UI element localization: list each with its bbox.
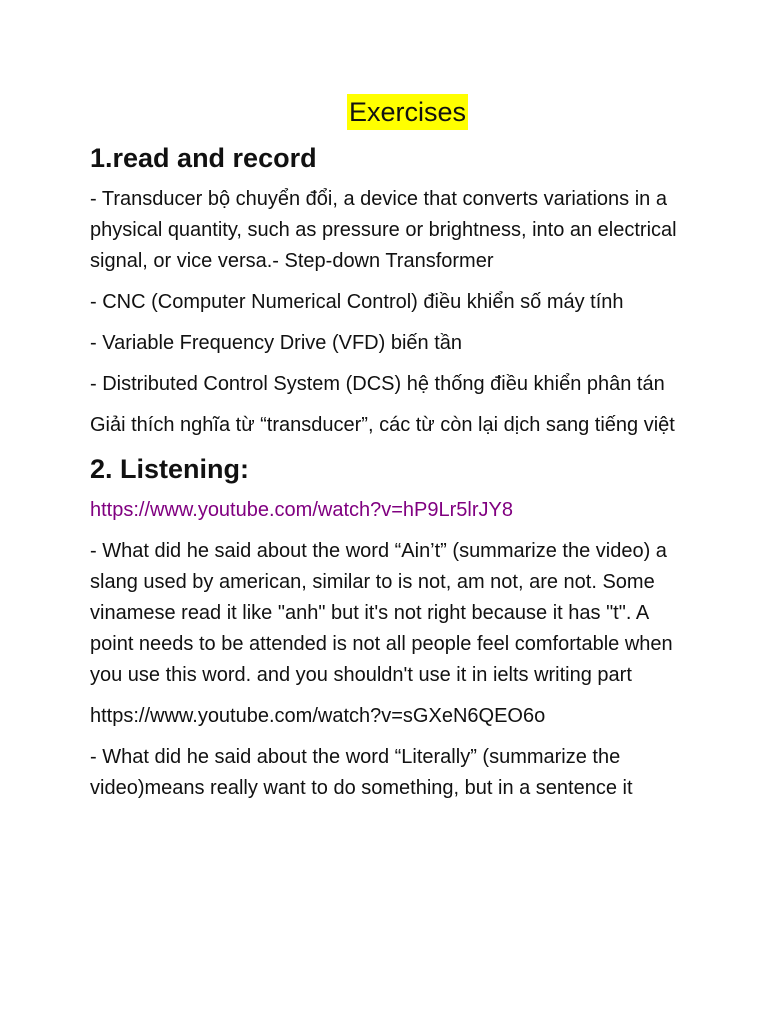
page-title: Exercises xyxy=(347,94,468,130)
vocab-dcs: - Distributed Control System (DCS) hệ thống điều khiển phân tán xyxy=(90,373,665,395)
instruction-text: Giải thích nghĩa từ “transducer”, các từ còn lại dịch sang tiếng việt xyxy=(90,414,675,436)
video-link-2[interactable]: https://www.youtube.com/watch?v=sGXeN6QEO6o xyxy=(90,705,546,727)
video-link-1[interactable]: https://www.youtube.com/watch?v=hP9Lr5lrJY8 xyxy=(90,499,513,521)
vocab-transducer: - Transducer bộ chuyển đổi, a device that converts variations in a physical quantity, such as pressure or brightness, into an electrical signal, or vice versa.- Step-down Transformer xyxy=(90,188,677,272)
vocab-cnc: - CNC (Computer Numerical Control) điều khiển số máy tính xyxy=(90,291,624,313)
answer-aint: - What did he said about the word “Ain’t” (summarize the video) a slang used by american, similar to is not, am not, are not. Some vinamese read it like "anh" but it's not right because it has "t". A point needs to be attended is not all people feel comfortable when you use this word. and you shouldn't use it in ielts writing part xyxy=(90,540,673,686)
video-link-1-paragraph xyxy=(90,495,680,526)
section1-heading: 1.read and record xyxy=(90,143,317,173)
section2-heading: 2. Listening: xyxy=(90,454,250,484)
answer-literally: - What did he said about the word “Literally” (summarize the video)means really want to do something, but in a sentence it xyxy=(90,746,633,799)
video-link-2-paragraph xyxy=(90,701,680,732)
title-row xyxy=(90,94,680,130)
document-content xyxy=(90,94,680,814)
vocab-vfd: - Variable Frequency Drive (VFD) biến tần xyxy=(90,332,462,354)
